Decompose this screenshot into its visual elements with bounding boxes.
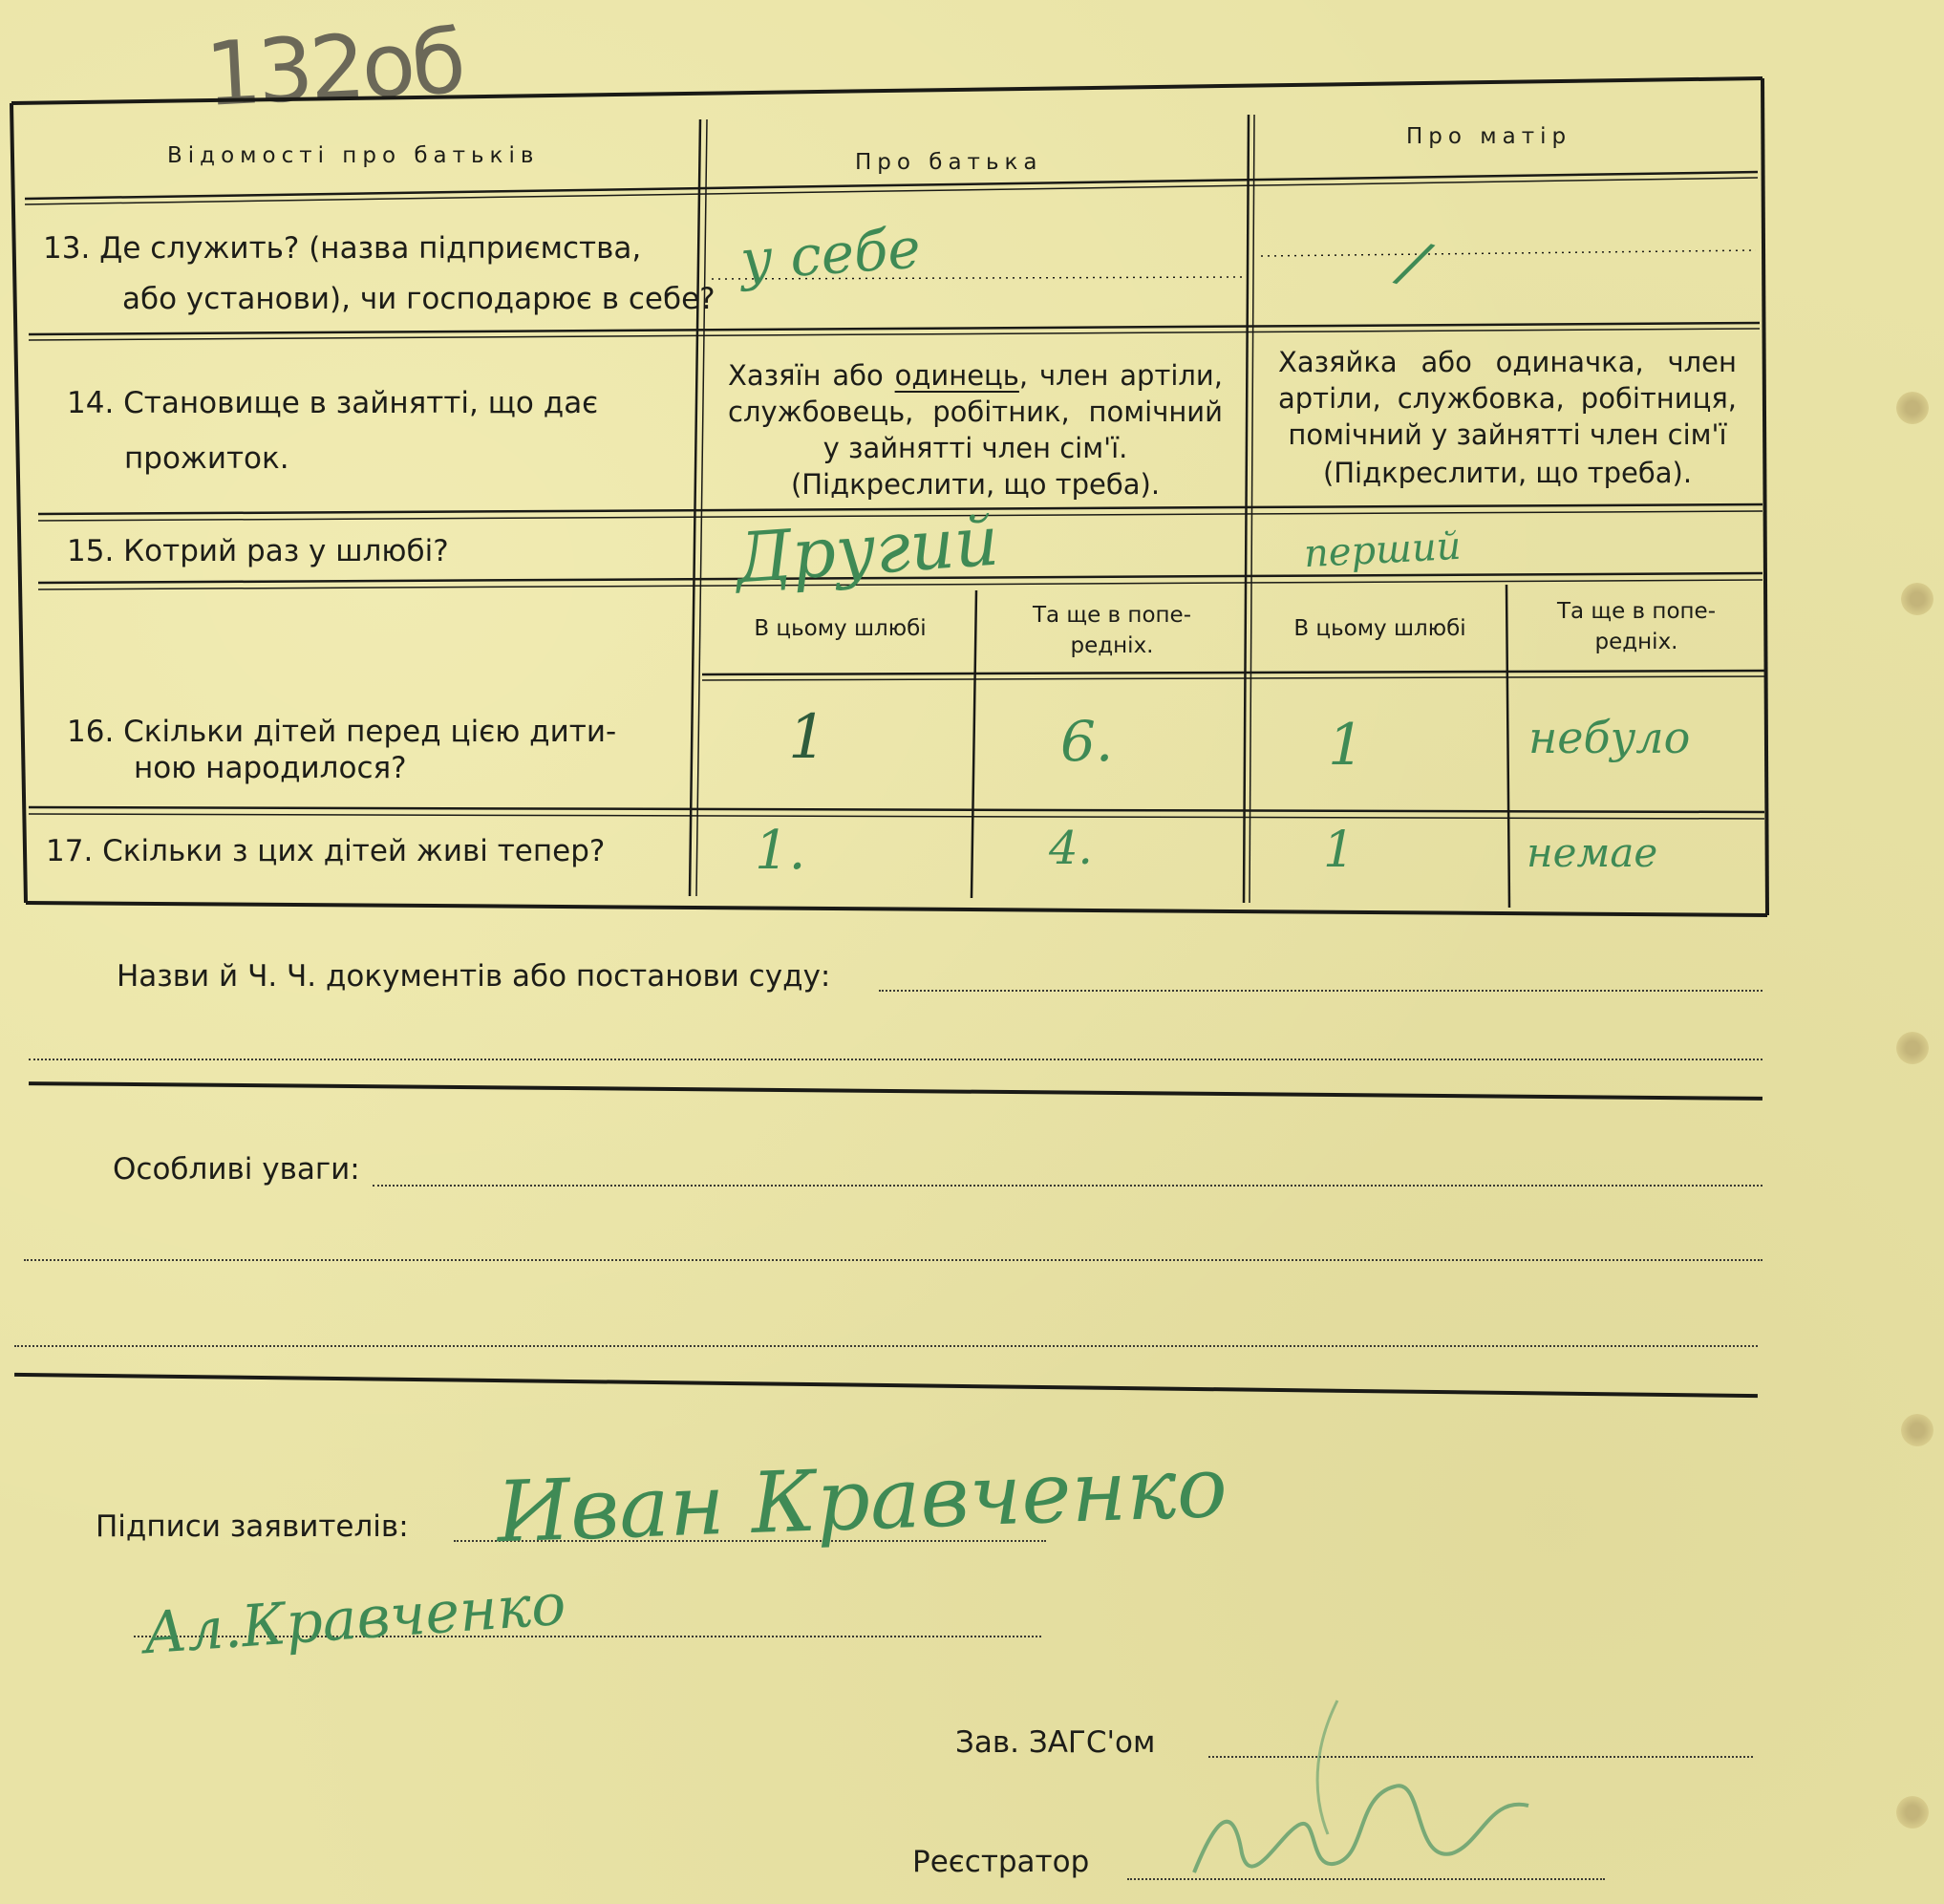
documents-dotted-line-2 (29, 1059, 1762, 1060)
binding-hole (1901, 1414, 1933, 1446)
binding-hole (1901, 583, 1933, 615)
q14-label-line2: прожиток. (124, 441, 289, 476)
header-info-about-parents: Відомості про батьків (167, 143, 540, 168)
q16-father-this-value: 1 (788, 702, 827, 773)
registrar-label: Реєстратор (912, 1845, 1090, 1879)
remarks-dotted-line-1 (373, 1185, 1762, 1187)
registrar-signature-scribble (1175, 1681, 1557, 1904)
q14-father-options-pre: Хазяїн або (728, 359, 895, 392)
q16-mother-prev-header-line2: редніх. (1594, 630, 1678, 654)
documents-dotted-line-1 (879, 990, 1762, 992)
q16-mother-prev-value: небуло (1528, 712, 1691, 763)
q13-label-line1: 13. Де служить? (назва підприємства, (43, 231, 642, 266)
q14-mother-note: (Підкреслити, що треба). (1322, 457, 1693, 489)
q13-father-answer: у себе (737, 215, 923, 293)
binding-hole (1896, 392, 1929, 424)
q16-father-prev-value: 6. (1060, 709, 1114, 774)
q15-mother-answer: перший (1302, 524, 1463, 577)
q16-mother-this-value: 1 (1328, 712, 1365, 779)
q13-mother-answer: / (1394, 225, 1435, 299)
header-about-mother: Про матір (1406, 124, 1572, 149)
q16-father-prev-header-line2: редніх. (1070, 633, 1154, 658)
q17-mother-prev-value: немае (1527, 829, 1658, 876)
signatures-label: Підписи заявителів: (96, 1509, 409, 1544)
signature-applicant-2: Ал.Кравченко (141, 1571, 568, 1668)
binding-hole (1896, 1032, 1929, 1064)
q17-father-prev-value: 4. (1049, 822, 1093, 875)
q14-label-line1: 14. Становище в зайнятті, що дає (67, 386, 599, 420)
q15-father-answer: Другий (733, 500, 1002, 599)
q14-father-options (728, 357, 1223, 466)
q16-label-line2: ною народилося? (134, 751, 407, 785)
q17-father-this-value: 1. (755, 820, 806, 882)
signature-applicant-1: Иван Кравченко (495, 1437, 1229, 1562)
q16-father-this-marriage-header: В цьому шлюбі (754, 616, 927, 641)
q14-mother-options: Хазяйка або одиначка, член артіли, службовка, робітниця, помічний у зайнятті член сім'ї (1278, 346, 1737, 451)
q17-mother-this-value: 1 (1323, 822, 1356, 879)
documents-label: Назви й Ч. Ч. документів або постанови суду: (117, 959, 831, 994)
zags-head-label: Зав. ЗАГС'ом (955, 1725, 1156, 1760)
q16-mother-this-marriage-header: В цьому шлюбі (1293, 616, 1466, 641)
archive-number: 132об (203, 11, 465, 126)
q15-label: 15. Котрий раз у шлюбі? (67, 534, 449, 568)
q13-label-line2: або установи), чи господарює в себе? (122, 282, 716, 316)
q16-mother-prev-header-line1: Та ще в попе- (1556, 599, 1717, 624)
q14-father-note: (Підкреслити, що треба). (790, 468, 1161, 501)
remarks-dotted-line-2 (24, 1259, 1762, 1261)
remarks-dotted-line-3 (14, 1345, 1758, 1347)
header-about-father: Про батька (855, 150, 1043, 175)
binding-hole (1896, 1796, 1929, 1829)
q14-father-option-selected: одинець (894, 359, 1019, 392)
q17-label: 17. Скільки з цих дітей живі тепер? (46, 834, 606, 868)
remarks-label: Особливі уваги: (113, 1152, 360, 1187)
q16-label-line1: 16. Скільки дітей перед цією дити- (67, 715, 617, 749)
q14-father-options-post: , член артіли, службовець, робітник, помічний у зайнятті член сім'ї. (728, 359, 1223, 464)
q16-father-prev-header-line1: Та ще в попе- (1032, 603, 1192, 628)
